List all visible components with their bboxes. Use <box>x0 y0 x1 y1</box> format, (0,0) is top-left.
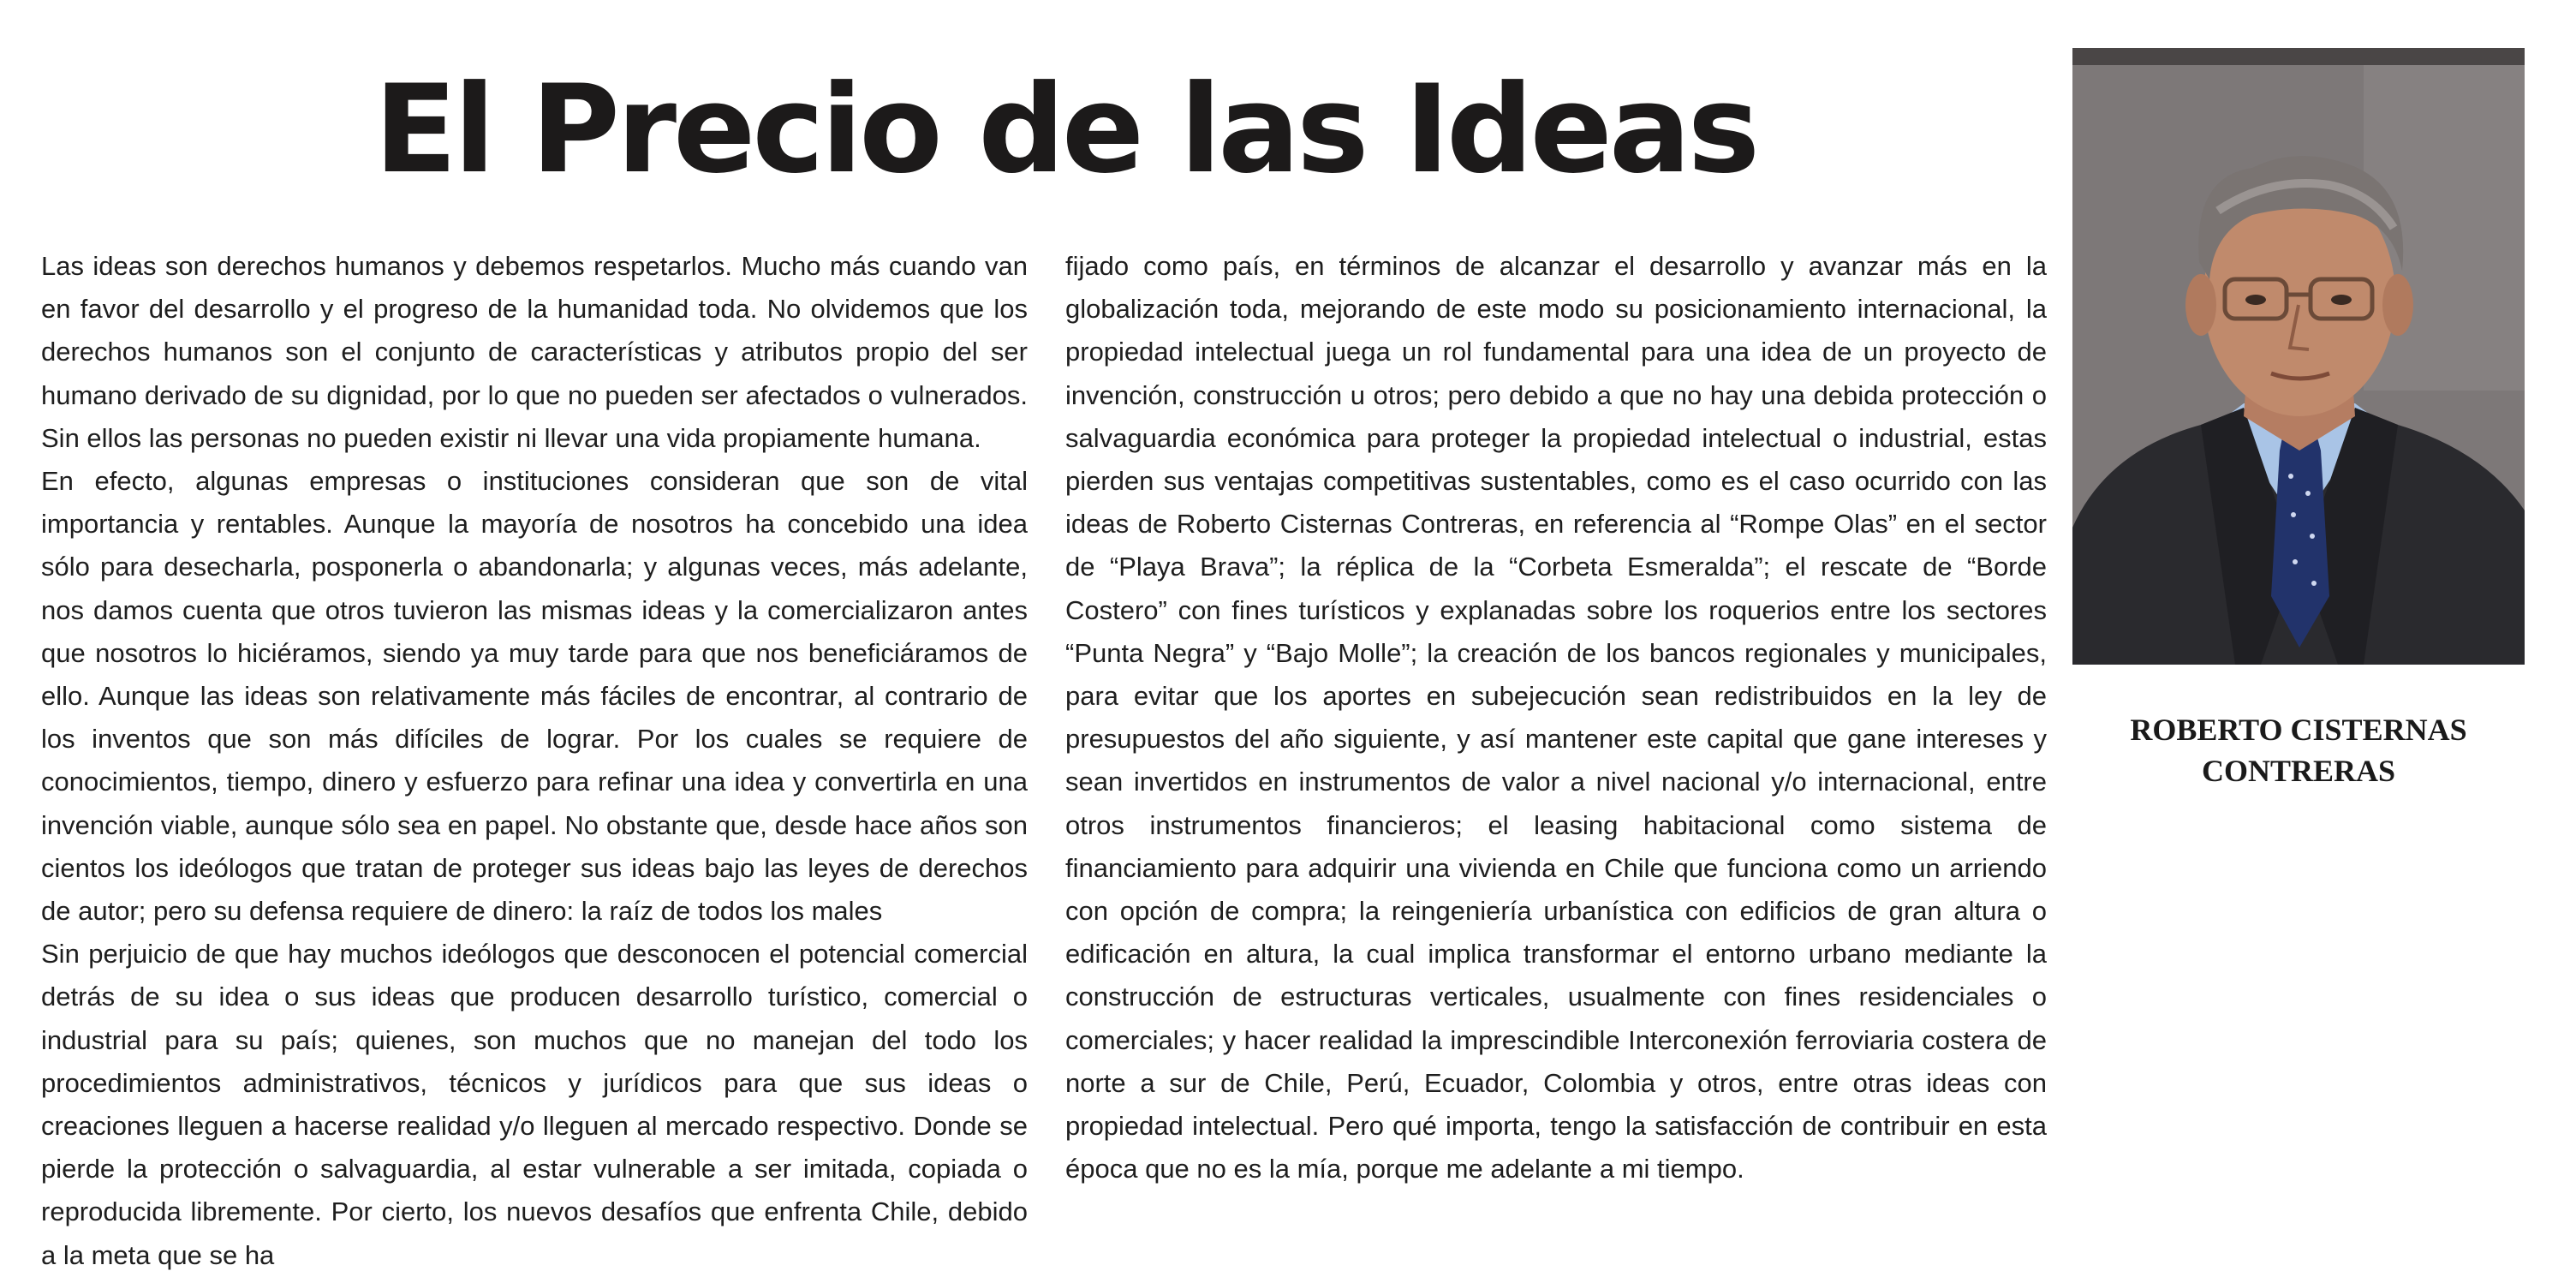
paragraph: Sin perjuicio de que hay muchos ideólogos que desconocen el potencial comercial detrás de su idea o sus ideas que producen desarrollo turístico, comercial o industrial para su país; quienes, son muchos que no manejan del todo los procedimientos administrativos, técnicos y jurídicos para que sus ideas o creaciones lleguen a hacerse realidad y/o lleguen al mercado respectivo. Donde se pierde la protección o salvaguardia, al estar vulnerable a ser imitada, copiada o reproducida libremente. Por cierto, los nuevos desafíos que enfrenta Chile, debido a la meta que se ha <box>41 939 1028 1270</box>
paragraph: fijado como país, en términos de alcanzar el desarrollo y avanzar más en la globalización toda, mejorando de este modo su posicionamiento internacional, la propiedad intelectual juega un rol fundamental para una idea de un proyecto de invención, construcción u otros; pero debido a que no hay una debida protección o salvaguardia económica para proteger la propiedad intelectual o industrial, estas pierden sus ventajas competitivas sustentables, como es el caso ocurrido con las ideas de Roberto Cisternas Contreras, en referencia al “Rompe Olas” en el sector de “Playa Brava”; la réplica de la “Corbeta Esmeralda”; el rescate de “Borde Costero” con fines turísticos y explanadas sobre los roquerios entre los sectores “Punta Negra” y “Bajo Molle”; la creación de los bancos regionales y municipales, para evitar que los aportes en subejecución sean redistribuidos en la ley de presupuestos del año siguiente, y así mantener este capital que gane intereses y sean invertidos en instrumentos de valor a nivel nacional y/o internacional, entre otros instrumentos financieros; el leasing habitacional como sistema de financiamiento para adquirir una vivienda en Chile que funciona como un arriendo con opción de compra; la reingeniería urbanística con edificios de gran altura o edificación en altura, la cual implica transformar el entorno urbano mediante la construcción de estructuras verticales, usualmente con fines residenciales o comerciales; y hacer realidad la imprescindible Interconexión ferroviaria costera de norte a sur de Chile, Perú, Ecuador, Colombia y otros, entre otras ideas con propiedad intelectual. Pero qué importa, tengo la satisfacción de contribuir en esta época que no es la mía, porque me adelante a mi tiempo. <box>1065 251 2047 1185</box>
author-caption-line: ROBERTO CISTERNAS <box>2130 713 2467 747</box>
author-portrait-illustration <box>2072 48 2525 665</box>
paragraph: En efecto, algunas empresas o instituciones consideran que son de vital importancia y rentables. Aunque la mayoría de nosotros ha concebido una idea sólo para desecharla, posponerla o abandonarla; y algunas veces, más adelante, nos damos cuenta que otros tuvieron las mismas ideas y la comercializaron antes que nosotros lo hiciéramos, siendo ya muy tarde para que nos beneficiáramos de ello. Aunque las ideas son relativamente más fáciles de encontrar, al contrario de los inventos que son más difíciles de lograr. Por los cuales se requiere de conocimientos, tiempo, dinero y esfuerzo para refinar una idea y convertirla en una invención viable, aunque sólo sea en papel. No obstante que, desde hace años son cientos los ideólogos que tratan de proteger sus ideas bajo las leyes de derechos de autor; pero su defensa requiere de dinero: la raíz de todos los males <box>41 466 1028 927</box>
article-title: El Precio de las Ideas <box>373 59 1757 200</box>
author-caption <box>2072 709 2525 791</box>
paragraph: Las ideas son derechos humanos y debemos respetarlos. Mucho más cuando van en favor del desarrollo y el progreso de la humanidad toda. No olvidemos que los derechos humanos son el conjunto de características y atributos propio del ser humano derivado de su dignidad, por lo que no pueden ser afectados o vulnerados. Sin ellos las personas no pueden existir ni llevar una vida propiamente humana. <box>41 251 1028 453</box>
author-photo <box>2072 48 2525 665</box>
author-caption-line: CONTRERAS <box>2201 754 2396 788</box>
article-column-right <box>1065 245 2047 1190</box>
article-column-left <box>41 245 1028 1277</box>
